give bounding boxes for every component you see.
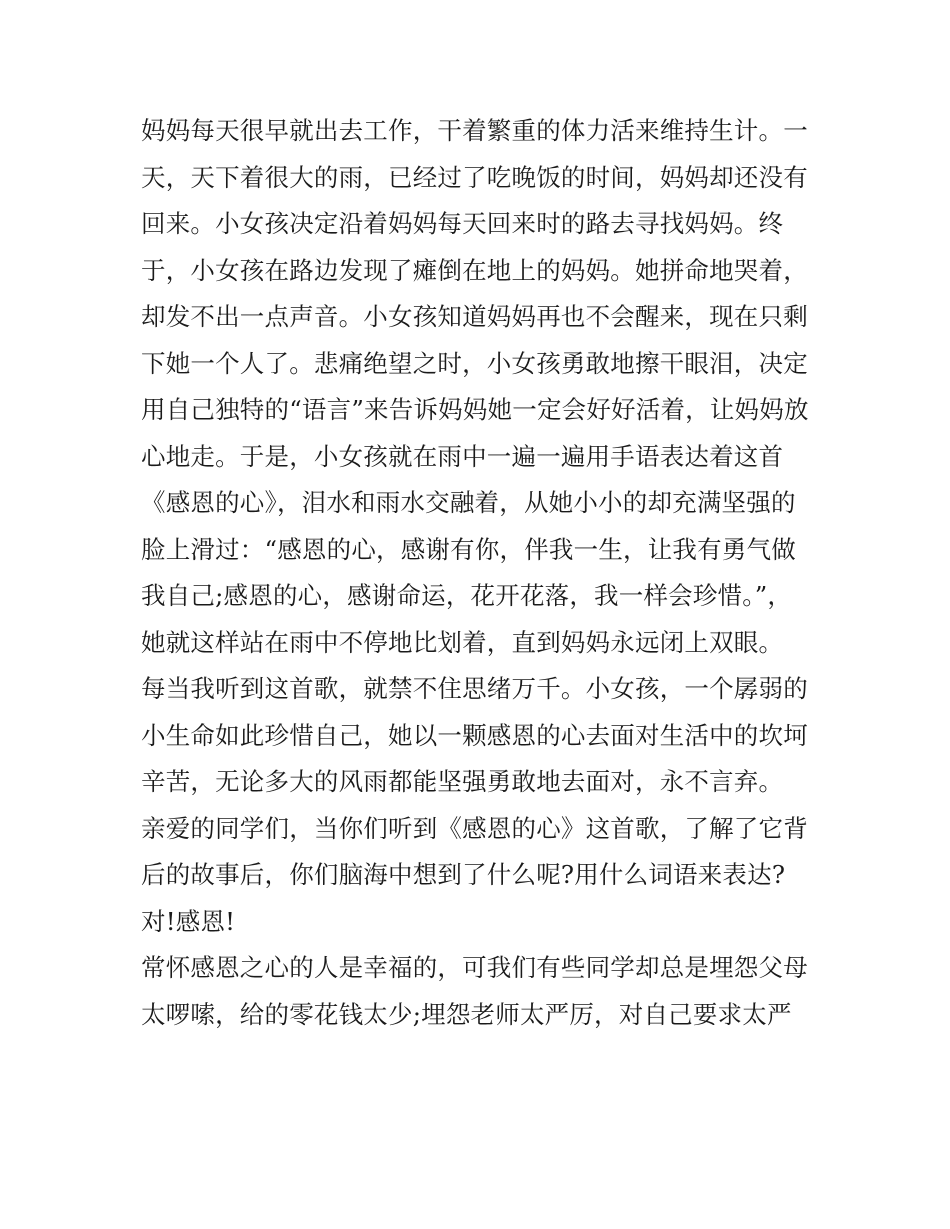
- text-line: 对!感恩!: [141, 906, 236, 936]
- article-body: [141, 108, 821, 1038]
- text-line: 辛苦，无论多大的风雨都能坚强勇敢地去面对，永不言弃。: [141, 767, 784, 796]
- text-line: 于，小女孩在路边发现了瘫倒在地上的妈妈。她拼命地哭着，: [141, 255, 808, 285]
- text-line: 我自己;感恩的心，感谢命运，花开花落，我一样会珍惜。”，: [141, 581, 793, 610]
- text-line: 脸上滑过：“感恩的心，感谢有你，伴我一生，让我有勇气做: [141, 534, 796, 564]
- text-line: 亲爱的同学们，当你们听到《感恩的心》这首歌，了解了它背: [141, 813, 808, 843]
- text-line: 《感恩的心》，泪水和雨水交融着，从她小小的却充满坚强的: [141, 488, 796, 517]
- text-line: 用自己独特的“语言”来告诉妈妈她一定会好好活着，让妈妈放: [141, 395, 809, 424]
- text-line: 却发不出一点声音。小女孩知道妈妈再也不会醒来，现在只剩: [141, 302, 808, 331]
- text-line: 天，天下着很大的雨，已经过了吃晚饭的时间，妈妈却还没有: [141, 162, 808, 192]
- text-line: 太啰嗦，给的零花钱太少;埋怨老师太严厉，对自己要求太严: [141, 999, 792, 1029]
- text-line: 妈妈每天很早就出去工作，干着繁重的体力活来维持生计。一: [141, 116, 808, 145]
- text-line: 常怀感恩之心的人是幸福的，可我们有些同学却总是埋怨父母: [141, 953, 808, 982]
- text-line: 她就这样站在雨中不停地比划着，直到妈妈永远闭上双眼。: [141, 627, 784, 657]
- text-line: 心地走。于是，小女孩就在雨中一遍一遍用手语表达着这首: [141, 441, 784, 471]
- text-line: 下她一个人了。悲痛绝望之时，小女孩勇敢地擦干眼泪，决定: [141, 348, 808, 378]
- text-line: 回来。小女孩决定沿着妈妈每天回来时的路去寻找妈妈。终: [141, 209, 784, 238]
- text-line: 后的故事后，你们脑海中想到了什么呢?用什么词语来表达?: [141, 860, 786, 889]
- text-line: 小生命如此珍惜自己，她以一颗感恩的心去面对生活中的坎坷: [141, 720, 808, 750]
- text-line: 每当我听到这首歌，就禁不住思绪万千。小女孩，一个孱弱的: [141, 674, 808, 703]
